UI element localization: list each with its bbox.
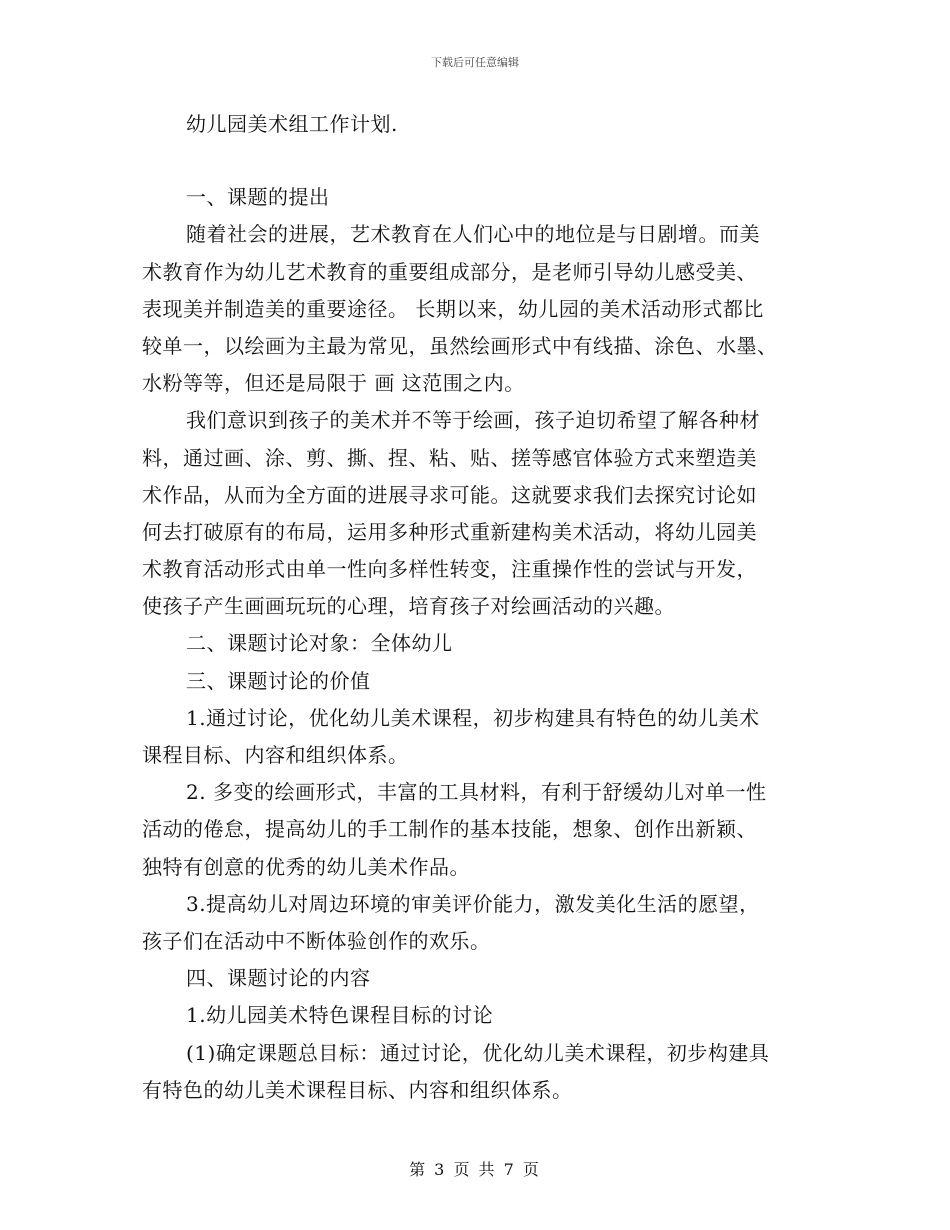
- paragraph-line: 术教育活动形式由单一性向多样性转变，注重操作性的尝试与开发，: [142, 557, 757, 582]
- blank-line: [142, 143, 812, 179]
- paragraph-line: 何去打破原有的布局，运用多种形式重新建构美术活动，将幼儿园美: [142, 519, 757, 544]
- list-item-line: (1)确定课题总目标：通过讨论，优化幼儿美术课程，初步构建具: [186, 1040, 770, 1065]
- list-item-line: 1.通过讨论，优化幼儿美术课程，初步构建具有特色的幼儿美术: [186, 705, 760, 730]
- page-number-footer: 第 3 页 共 7 页: [409, 1160, 541, 1179]
- list-item-line: 活动的倦怠，提高幼儿的手工制作的基本技能，想象、创作出新颖、: [142, 817, 757, 842]
- list-item-line: 孩子们在活动中不断体验创作的欢乐。: [142, 928, 491, 953]
- paragraph-line: 表现美并制造美的重要途径。 长期以来，幼儿园的美术活动形式都比: [142, 296, 764, 321]
- list-item-line: 有特色的幼儿美术课程目标、内容和组织体系。: [142, 1077, 573, 1102]
- section-heading-2: 二、课题讨论对象：全体幼儿: [186, 631, 453, 656]
- section-heading-1: 一、课题的提出: [186, 185, 330, 210]
- paragraph-line: 水粉等等，但还是局限于 画 这范围之内。: [142, 371, 525, 396]
- list-item-line: 课程目标、内容和组织体系。: [142, 743, 409, 767]
- page-header: 下载后可任意编辑: [431, 56, 519, 69]
- subsection-heading: 1.幼儿园美术特色课程目标的讨论: [186, 1003, 494, 1028]
- paragraph-line: 较单一，以绘画为主最为常见，虽然绘画形式中有线描、涂色、水墨、: [142, 333, 778, 358]
- paragraph-line: 术教育作为幼儿艺术教育的重要组成部分，是老师引导幼儿感受美、: [142, 259, 757, 284]
- list-item-line: 3.提高幼儿对周边环境的审美评价能力，激发美化生活的愿望，: [186, 891, 760, 916]
- paragraph-line: 使孩子产生画画玩玩的心理，培育孩子对绘画活动的兴趣。: [142, 594, 675, 619]
- list-item-line: 2. 多变的绘画形式，丰富的工具材料，有利于舒缓幼儿对单一性: [186, 780, 767, 805]
- section-heading-4: 四、课题讨论的内容: [186, 966, 371, 991]
- document-title: 幼儿园美术组工作计划.: [186, 112, 398, 136]
- paragraph-line: 我们意识到孩子的美术并不等于绘画，孩子迫切希望了解各种材: [186, 408, 760, 433]
- list-item-line: 独特有创意的优秀的幼儿美术作品。: [142, 854, 470, 879]
- section-heading-3: 三、课题讨论的价值: [186, 668, 371, 693]
- paragraph-line: 料，通过画、涂、剪、撕、捏、粘、贴、搓等感官体验方式来塑造美: [142, 445, 757, 470]
- document-body: [142, 106, 812, 1109]
- paragraph-line: 术作品，从而为全方面的进展寻求可能。这就要求我们去探究讨论如: [142, 482, 757, 507]
- paragraph-line: 随着社会的进展，艺术教育在人们心中的地位是与日剧增。而美: [186, 222, 760, 247]
